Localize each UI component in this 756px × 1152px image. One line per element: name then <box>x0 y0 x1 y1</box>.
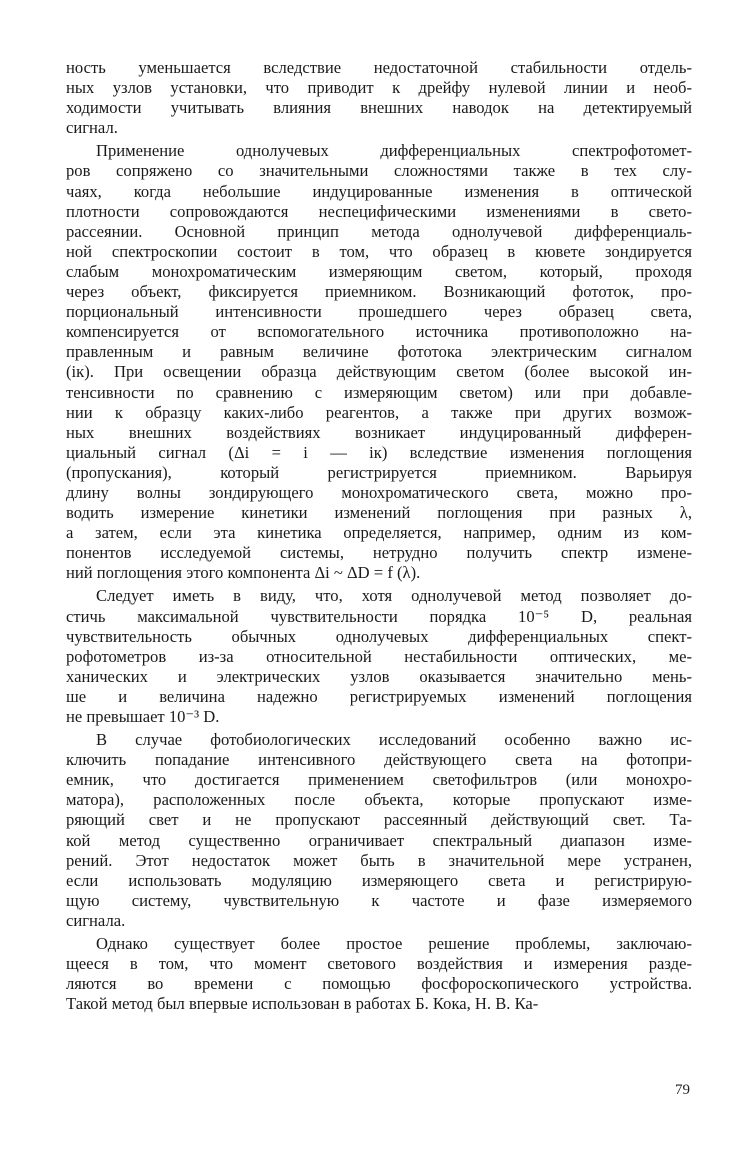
text-line: матора), расположенных после объекта, которые пропускают изме- <box>66 790 692 810</box>
body-text <box>66 58 692 1017</box>
text-line: стичь максимальной чувствительности порядка 10⁻⁵ D, реальная <box>66 606 692 626</box>
text-line: ных узлов установки, что приводит к дрейфу нулевой линии и необ- <box>66 78 692 98</box>
text-line: ходимости учитывать влияния внешних наводок на детектируемый <box>66 98 692 118</box>
text-line: длину волны зондирующего монохроматического света, можно про- <box>66 482 692 502</box>
text-line: ность уменьшается вследствие недостаточной стабильности отдель- <box>66 58 692 77</box>
text-line: чаях, когда небольшие индуцированные изменения в оптической <box>66 181 692 201</box>
text-line: слабым монохроматическим измеряющим светом, который, проходя <box>66 261 692 281</box>
text-line: порциональный интенсивности прошедшего через образец света, <box>66 302 692 322</box>
text-line: нии к образцу каких-либо реагентов, а также при других возмож- <box>66 402 692 422</box>
text-line: рассеянии. Основной принцип метода однолучевой дифференциаль- <box>66 221 692 241</box>
text-line: рений. Этот недостаток может быть в значительной мере устранен, <box>66 850 692 870</box>
text-line: не превышает 10⁻³ D. <box>66 707 220 726</box>
text-line: щееся в том, что момент светового воздействия и измерения разде- <box>66 954 692 974</box>
text-line: Применение однолучевых дифференциальных спектрофотомет- <box>96 141 692 161</box>
text-line: щую систему, чувствительную к частоте и фазе измеряемого <box>66 890 692 910</box>
text-line: ляются во времени с помощью фосфороскопического устройства. <box>66 974 692 994</box>
text-line: если использовать модуляцию измеряющего света и регистрирую- <box>66 870 692 890</box>
paragraph <box>66 586 692 727</box>
text-line: ных внешних воздействиях возникает индуцированный дифферен- <box>66 422 692 442</box>
text-line: понентов исследуемой системы, нетрудно получить спектр измене- <box>66 543 692 563</box>
text-line: кой метод существенно ограничивает спектральный диапазон изме- <box>66 830 692 850</box>
text-line: емник, что достигается применением светофильтров (или монохро- <box>66 770 692 790</box>
text-line: ше и величина надежно регистрируемых изменений поглощения <box>66 686 692 706</box>
text-line: сигнала. <box>66 910 126 930</box>
text-line: ряющий свет и не пропускают рассеянный действующий свет. Та- <box>66 810 692 830</box>
text-line: (iк). При освещении образца действующим светом (более высокой ин- <box>66 362 692 382</box>
page-number: 79 <box>675 1082 690 1098</box>
text-line: сигнал. <box>66 118 118 138</box>
text-line: компенсируется от вспомогательного источника противоположно на- <box>66 322 692 342</box>
paragraph <box>66 934 692 1014</box>
text-line: ключить попадание интенсивного действующего света на фотопри- <box>66 750 692 770</box>
text-line: правленным и равным величине фототока электрическим сигналом <box>66 342 692 362</box>
text-line: а затем, если эта кинетика определяется, например, одним из ком- <box>66 523 692 543</box>
text-line: Следует иметь в виду, что, хотя однолучевой метод позволяет до- <box>96 586 692 606</box>
text-line: (пропускания), который регистрируется приемником. Варьируя <box>66 462 692 482</box>
text-line: ной спектроскопии состоит в том, что образец в кювете зондируется <box>66 241 692 261</box>
text-line: ханических и электрических узлов оказывается значительно мень- <box>66 666 692 686</box>
text-line: чувствительность обычных однолучевых дифференциальных спект- <box>66 626 692 646</box>
text-line: рофотометров из-за относительной нестабильности оптических, ме- <box>66 646 692 666</box>
text-line: ний поглощения этого компонента Δi ~ ΔD = f (λ). <box>66 563 421 583</box>
paragraph <box>66 730 692 931</box>
paragraph <box>66 141 692 583</box>
text-line: через объект, фиксируется приемником. Возникающий фототок, про- <box>66 282 692 302</box>
text-line: Однако существует более простое решение проблемы, заключаю- <box>96 934 692 954</box>
paragraph <box>66 58 692 138</box>
text-line: циальный сигнал (Δi = i — iк) вследствие изменения поглощения <box>66 442 692 462</box>
text-line: плотности сопровождаются неспецифическими изменениями в свето- <box>66 201 692 221</box>
text-line: В случае фотобиологических исследований особенно важно ис- <box>96 730 692 750</box>
text-line: ров сопряжено со значительными сложностями также в тех слу- <box>66 161 692 181</box>
text-line: Такой метод был впервые использован в работах Б. Кока, Н. В. Ка- <box>66 994 539 1014</box>
text-line: водить измерение кинетики изменений поглощения при разных λ, <box>66 503 692 523</box>
text-line: тенсивности по сравнению с измеряющим светом) или при добавле- <box>66 382 692 402</box>
